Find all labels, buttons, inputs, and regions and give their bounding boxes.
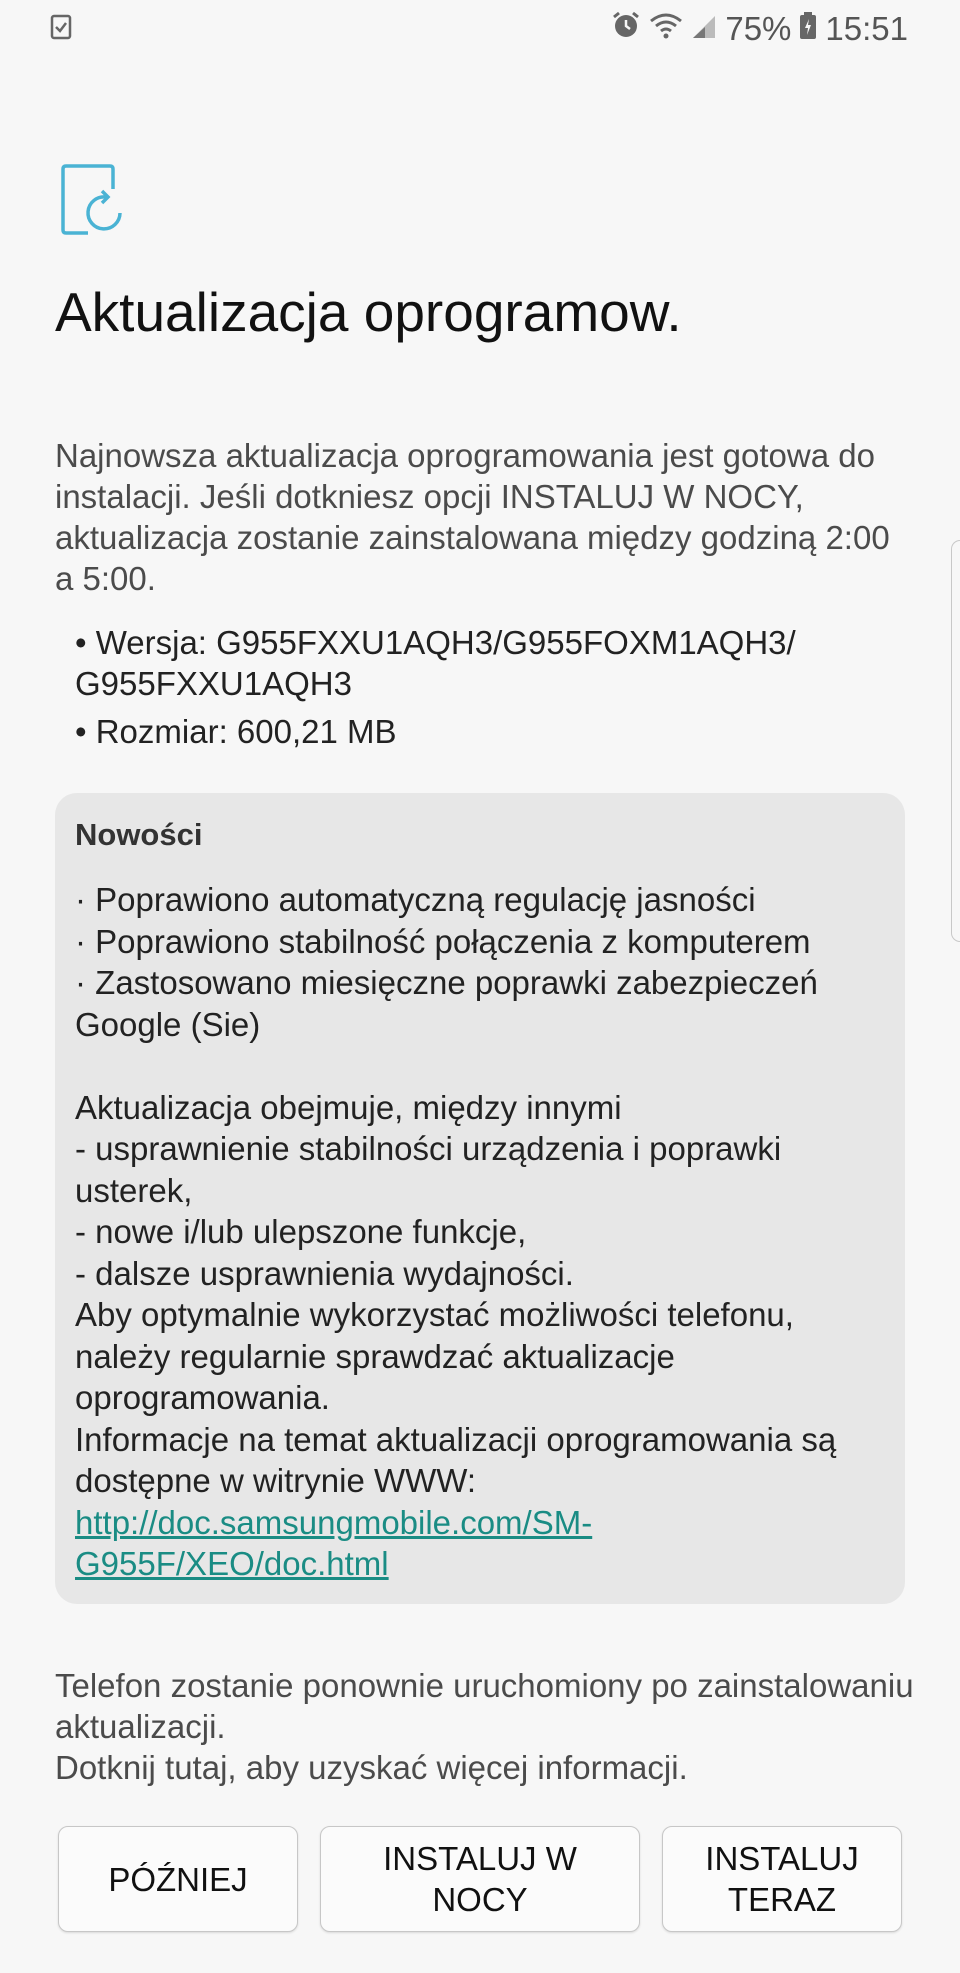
- changelog-line: - nowe i/lub ulepszone funkcje,: [75, 1213, 527, 1250]
- update-details: [75, 622, 915, 759]
- install-night-button[interactable]: INSTALUJ W NOCY: [320, 1826, 640, 1932]
- signal-icon: [691, 10, 717, 48]
- battery-percent: 75%: [725, 10, 792, 47]
- size-info: • Rozmiar: 600,21 MB: [75, 713, 397, 750]
- more-info-link[interactable]: Dotknij tutaj, aby uzyskać więcej informacji.: [55, 1749, 688, 1786]
- restart-note: Telefon zostanie ponownie uruchomiony po zainstalowaniu aktualizacji.: [55, 1667, 914, 1745]
- whats-new-title: Nowości: [75, 817, 203, 852]
- action-buttons: [58, 1826, 902, 1932]
- changelog-line: · Poprawiono stabilność połączenia z komputerem: [75, 922, 811, 960]
- changelog-line: Aby optymalnie wykorzystać możliwości telefonu, należy regularnie sprawdzać aktualizacje oprogramowania.: [75, 1296, 794, 1416]
- edge-panel-handle[interactable]: [951, 540, 960, 942]
- whats-new-card: [55, 793, 905, 1604]
- install-now-button[interactable]: INSTALUJ TERAZ: [662, 1826, 902, 1932]
- changelog-line: - usprawnienie stabilności urządzenia i poprawki usterek,: [75, 1130, 782, 1209]
- changelog-line: Aktualizacja obejmuje, między innymi: [75, 1088, 622, 1126]
- spacer: [75, 1045, 885, 1087]
- changelog-line: - dalsze usprawnienia wydajności.: [75, 1254, 574, 1292]
- page-title: Aktualizacja oprogramow.: [55, 281, 682, 343]
- status-bar: [0, 0, 960, 58]
- changelog-line: · Poprawiono automatyczną regulację jasności: [75, 881, 756, 918]
- version-info: • Wersja: G955FXXU1AQH3/G955FOXM1AQH3/ G955FXXU1AQH3: [75, 624, 796, 702]
- samsung-doc-link[interactable]: http://doc.samsungmobile.com/SM-G955F/XEO/doc.html: [75, 1503, 593, 1582]
- alarm-icon: [611, 10, 641, 48]
- changelog-line: Informacje na temat aktualizacji oprogramowania są dostępne w witrynie WWW:: [75, 1420, 837, 1499]
- changelog-line: · Zastosowano miesięczne poprawki zabezpieczeń Google (Sie): [75, 964, 818, 1043]
- notification-check-icon: [50, 14, 72, 45]
- later-button[interactable]: PÓŹNIEJ: [58, 1826, 298, 1932]
- battery-charging-icon: [799, 10, 817, 48]
- clock: 15:51: [825, 10, 908, 47]
- whats-new-body: [75, 879, 885, 1585]
- footer-info: [55, 1665, 915, 1788]
- wifi-icon: [649, 10, 683, 48]
- update-description: Najnowsza aktualizacja oprogramowania jest gotowa do instalacji. Jeśli dotkniesz opcji INSTALUJ W NOCY, aktualizacja zostanie zainstalowana między godziną 2:00 a 5:00.: [55, 437, 890, 597]
- software-update-icon: [60, 163, 126, 242]
- status-icons: [611, 10, 908, 48]
